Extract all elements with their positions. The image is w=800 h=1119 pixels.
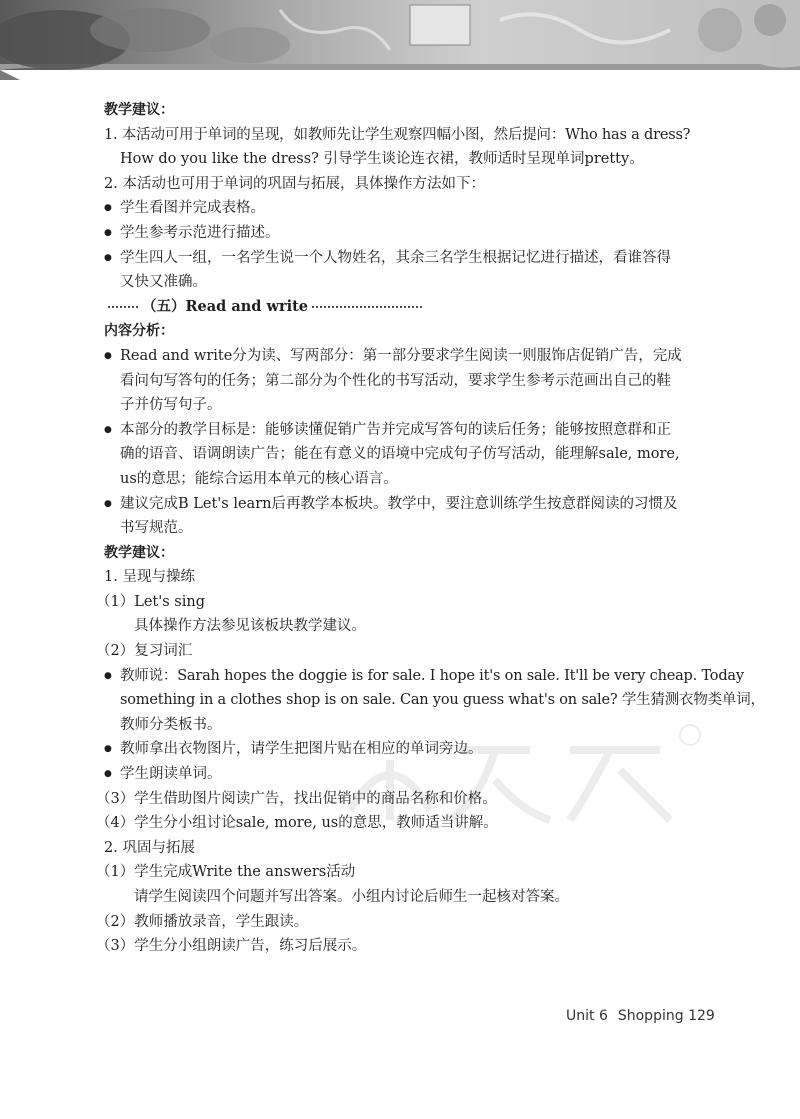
- step-1-1-desc: 具体操作方法参见该板块教学建议。: [134, 618, 366, 635]
- analysis-cont: 看问句写答句的任务；第二部分为个性化的书写活动，要求学生参考示范画出自己的鞋: [120, 372, 671, 389]
- step-2-1: （1）学生完成Write the answers活动: [96, 864, 356, 881]
- section-title-read-and-write: [104, 295, 720, 319]
- teaching-suggestion-heading-2: 教学建议：: [104, 544, 174, 561]
- section-title-text: （五）Read and write: [142, 297, 309, 315]
- page-footer: [566, 1008, 715, 1024]
- decorative-banner-art: [0, 0, 800, 80]
- analysis-cont: 确的语音、语调朗读广告；能在有意义的语境中完成句子仿写活动，能理解sale, more,: [120, 446, 680, 463]
- teacher-says-cont: 教师分类板书。: [120, 716, 222, 733]
- analysis-bullet: ● Read and write分为读、写两部分：第一部分要求学生阅读一则服饰店促销广告，完成: [104, 344, 720, 368]
- teacher-says-cont: something in a clothes shop is on sale. Can you guess what's on sale? 学生猜测衣物类单词，: [120, 692, 765, 709]
- step-2-2: （2）教师播放录音，学生跟读。: [96, 913, 309, 930]
- bullet-item: ● 学生看图并完成表格。: [104, 196, 720, 220]
- pictures-bullet: ● 教师拿出衣物图片，请学生把图片贴在相应的单词旁边。: [104, 737, 720, 761]
- analysis-bullet: ● 本部分的教学目标是：能够读懂促销广告并完成写答句的读后任务；能够按照意群和正: [104, 418, 720, 442]
- page-number: 129: [688, 1008, 715, 1024]
- analysis-cont: 书写规范。: [120, 520, 193, 537]
- step-1-1: （1）Let's sing: [96, 593, 205, 610]
- analysis-bullet: ● 建议完成B Let's learn后再教学本板块。教学中，要注意训练学生按意群阅读的习惯及: [104, 492, 720, 516]
- teacher-says-bullet: ● 教师说：Sarah hopes the doggie is for sale. I hope it's on sale. It'll be very cheap. Today: [104, 664, 720, 688]
- step-2-3: （3）学生分小组朗读广告，练习后展示。: [96, 938, 367, 955]
- step-1-3: （3）学生借助图片阅读广告，找出促销中的商品名称和价格。: [96, 790, 497, 807]
- suggestion-line-2: 2. 本活动也可用于单词的巩固与拓展，具体操作方法如下：: [104, 175, 485, 192]
- suggestion-line-1-cont: How do you like the dress? 引导学生谈论连衣裙，教师适时呈现单词pretty。: [120, 151, 644, 168]
- step-2-title: 2. 巩固与拓展: [104, 839, 195, 856]
- bullet-item: ● 学生参考示范进行描述。: [104, 221, 720, 245]
- teaching-suggestion-heading: 教学建议：: [104, 102, 174, 118]
- bullet-item: ● 学生四人一组，一名学生说一个人物姓名，其余三名学生根据记忆进行描述，看谁答得: [104, 246, 720, 270]
- footer-unit: Unit 6: [566, 1008, 608, 1024]
- step-2-1-desc: 请学生阅读四个问题并写出答案。小组内讨论后师生一起核对答案。: [134, 889, 569, 905]
- step-1-4: （4）学生分小组讨论sale, more, us的意思，教师适当讲解。: [96, 815, 498, 832]
- header-banner: [0, 0, 800, 80]
- read-words-bullet: ● 学生朗读单词。: [104, 762, 720, 786]
- step-1-title: 1. 呈现与操练: [104, 569, 195, 586]
- bullet-item-cont: 又快又准确。: [120, 274, 207, 291]
- suggestion-line-1: 1. 本活动可用于单词的呈现，如教师先让学生观察四幅小图，然后提问：Who has a dress?: [104, 126, 691, 143]
- page-body: [96, 98, 765, 959]
- wavy-rule-left: [107, 305, 139, 309]
- analysis-cont: 子并仿写句子。: [120, 397, 222, 414]
- analysis-cont: us的意思；能综合运用本单元的核心语言。: [120, 470, 398, 487]
- footer-title: Shopping: [617, 1008, 684, 1024]
- step-1-2: （2）复习词汇: [96, 643, 193, 660]
- wavy-rule-right: [311, 305, 423, 309]
- content-analysis-heading: 内容分析：: [104, 323, 174, 340]
